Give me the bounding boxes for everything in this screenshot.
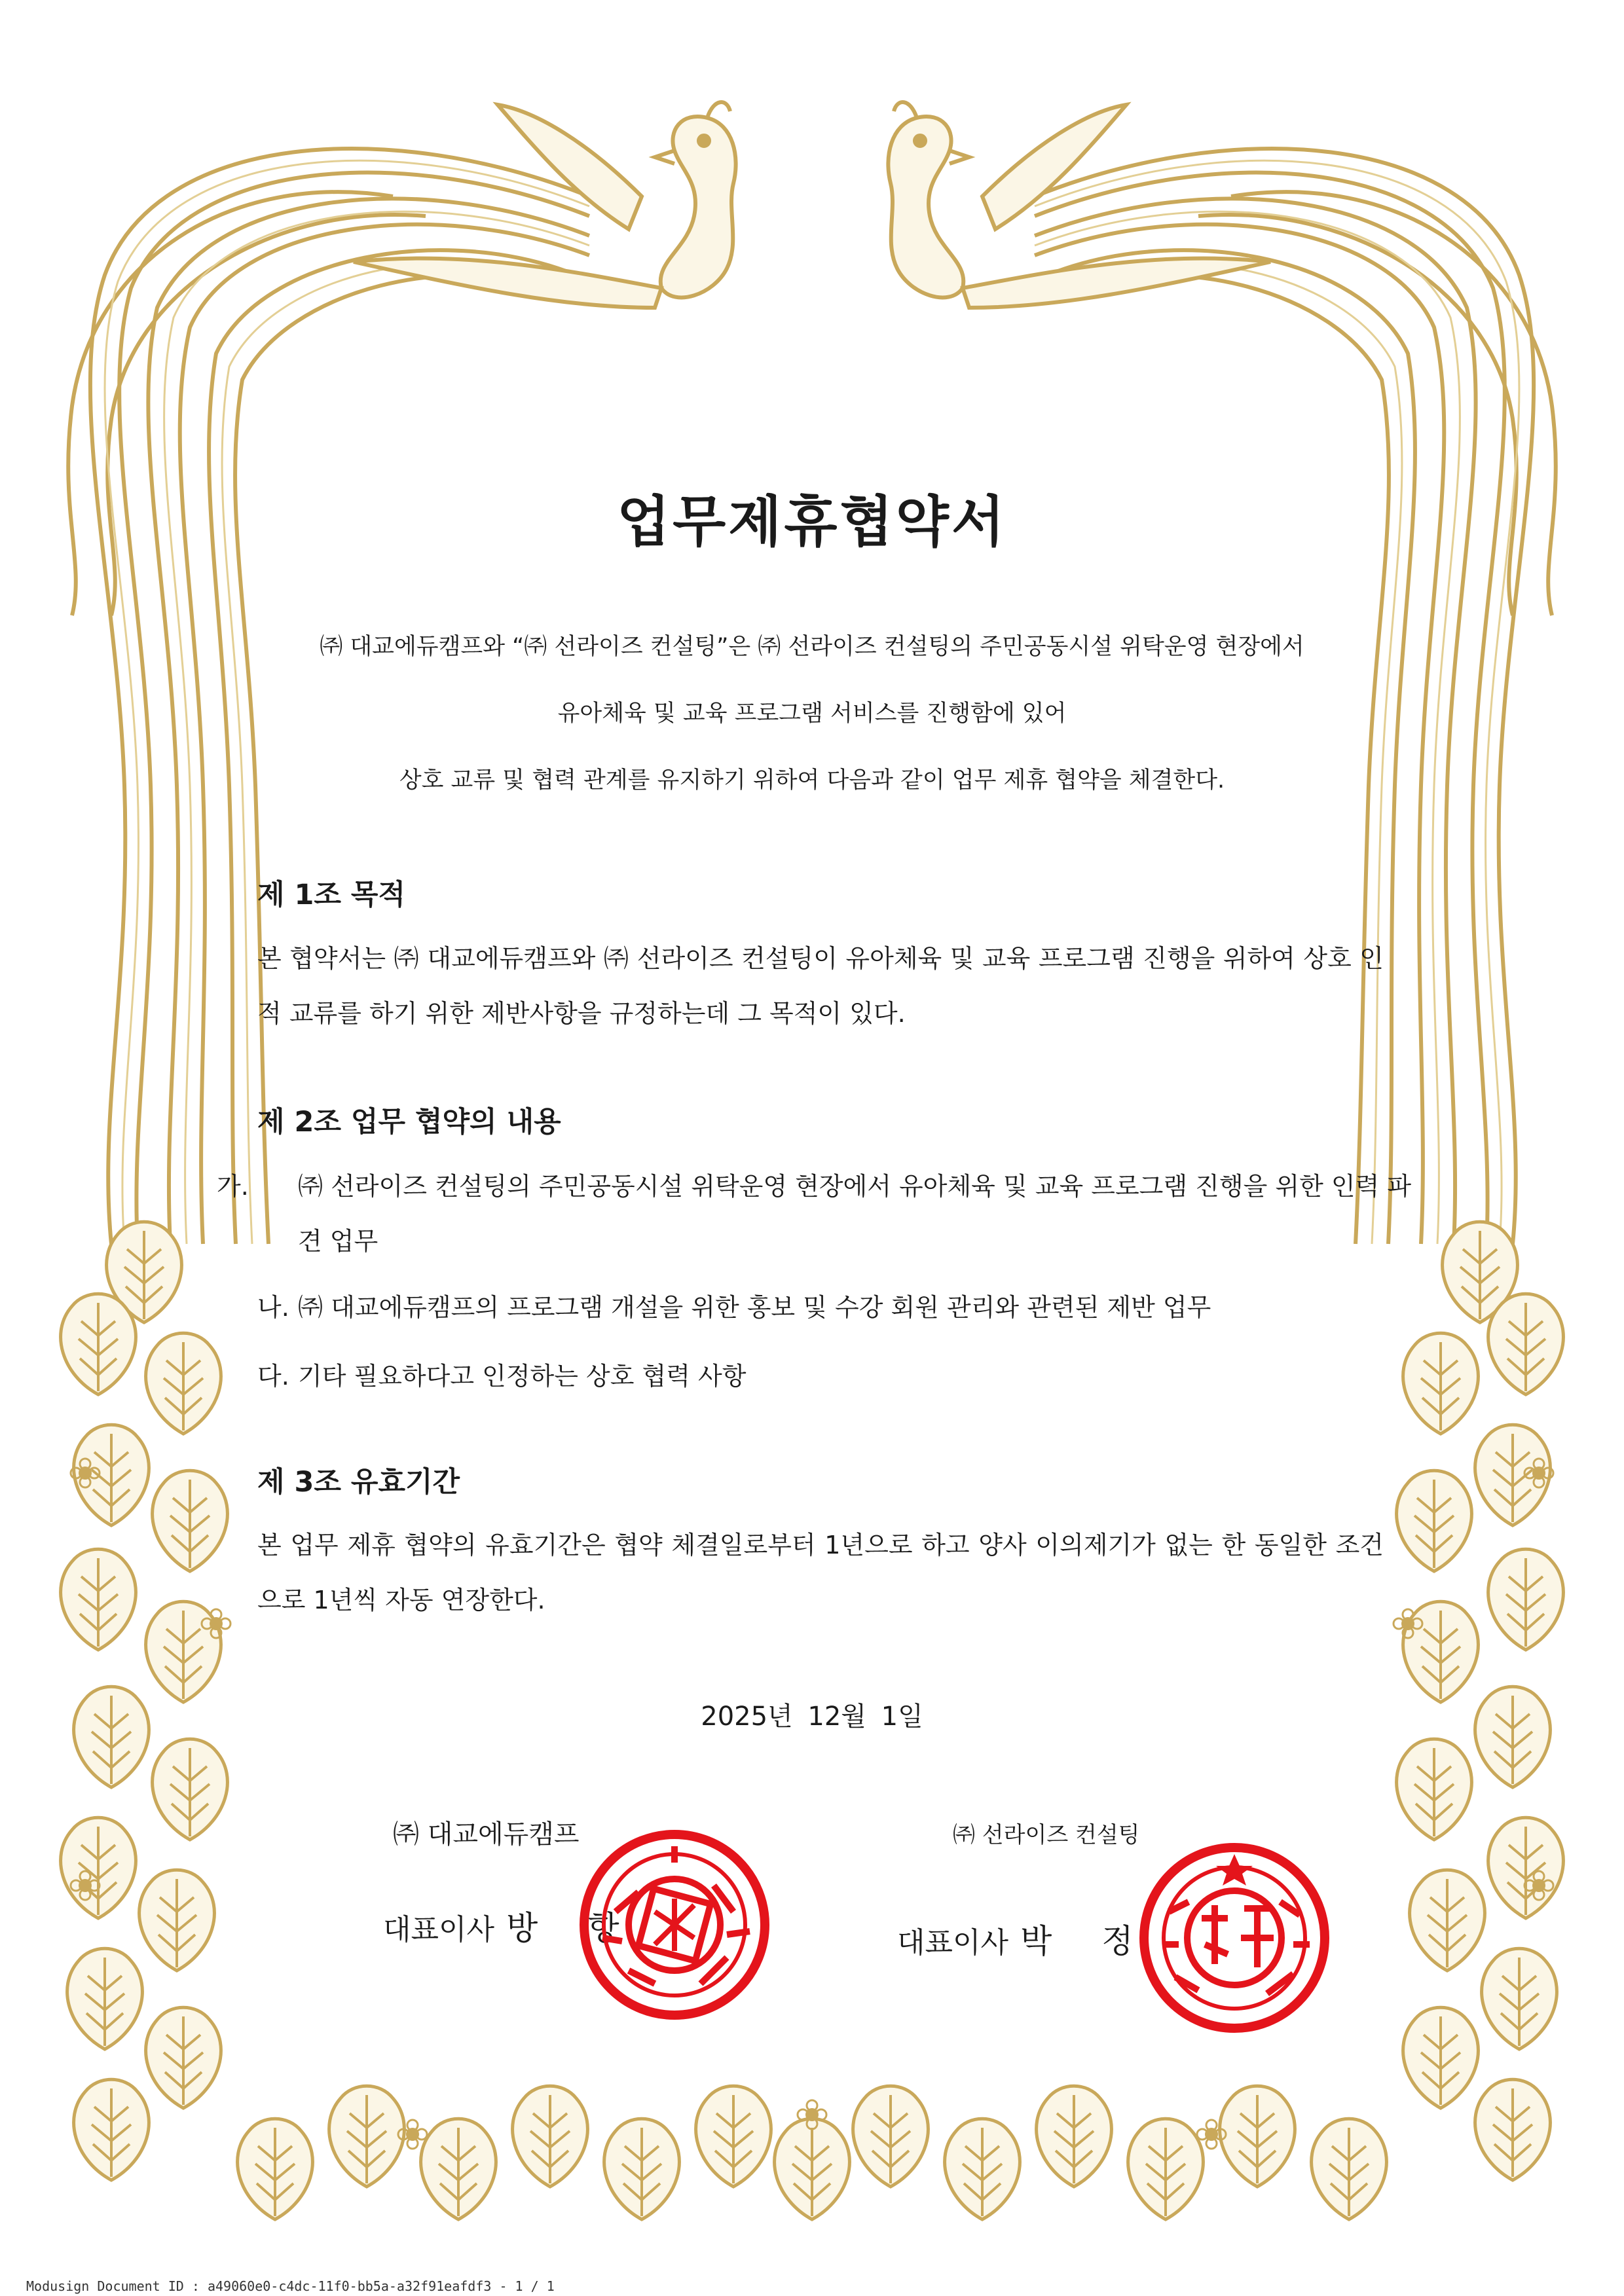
item-label: 다.	[257, 1362, 289, 1391]
party-1-company: ㈜ 대교에듀캠프	[393, 1819, 580, 1850]
item-label: 나.	[257, 1293, 289, 1322]
item-text: 기타 필요하다고 인정하는 상호 협력 사항	[298, 1362, 747, 1391]
rep-name: 방 항	[506, 1909, 639, 1947]
intro-line-2: 유아체육 및 교육 프로그램 서비스를 진행함에 있어	[557, 701, 1067, 727]
article-1-body: 본 협약서는 ㈜ 대교에듀캠프와 ㈜ 선라이즈 컨설팅이 유아체육 및 교육 프로그램 진행을 위하여 상호 인적 교류를 하기 위한 제반사항을 규정하는데 그 목적이 있다.	[257, 944, 1384, 1028]
rep-title: 대표이사	[383, 1913, 495, 1946]
party-2-representative	[897, 1915, 1153, 1962]
article-2-heading: 제 2조 업무 협약의 내용	[257, 1106, 561, 1139]
rep-title: 대표이사	[897, 1926, 1009, 1959]
phoenix-right-icon	[888, 102, 1270, 308]
article-3-heading: 제 3조 유효기간	[257, 1466, 460, 1499]
intro-line-1: ㈜ 대교에듀캠프와 “㈜ 선라이즈 컨설팅”은 ㈜ 선라이즈 컨설팅의 주민공동시설 위탁운영 현장에서	[320, 634, 1304, 660]
party-2-company: ㈜ 선라이즈 컨설팅	[953, 1822, 1140, 1848]
phoenix-left-icon	[354, 102, 736, 308]
article-2-item-3	[257, 1349, 1384, 1404]
item-text: ㈜ 대교에듀캠프의 프로그램 개설을 위한 홍보 및 수강 회원 관리와 관련된 제반 업무	[298, 1293, 1211, 1322]
seal-right	[1136, 1840, 1333, 2036]
article-3-body: 본 업무 제휴 협약의 유효기간은 협약 체결일로부터 1년으로 하고 양사 이의제기가 없는 한 동일한 조건으로 1년씩 자동 연장한다.	[257, 1531, 1384, 1614]
rep-name: 박 정	[1020, 1922, 1153, 1960]
document-title: 업무제휴협약서	[616, 490, 1007, 554]
article-1-heading: 제 1조 목적	[257, 879, 406, 911]
document-id-footer: Modusign Document ID : a49060e0-c4dc-11f0-bb5a-a32f91eafdf3 - 1 / 1	[26, 2278, 555, 2294]
item-text: ㈜ 선라이즈 컨설팅의 주민공동시설 위탁운영 현장에서 유아체육 및 교육 프로그램 진행을 위한 인력 파견 업무	[298, 1172, 1412, 1256]
seal-left	[576, 1827, 773, 2023]
item-label: 가.	[217, 1172, 249, 1201]
signing-date: 2025년 12월 1일	[701, 1702, 923, 1732]
article-2-item-1	[217, 1159, 1424, 1269]
intro-line-3: 상호 교류 및 협력 관계를 유지하기 위하여 다음과 같이 업무 제휴 협약을 체결한다.	[399, 767, 1225, 793]
article-2-item-2	[257, 1280, 1384, 1335]
